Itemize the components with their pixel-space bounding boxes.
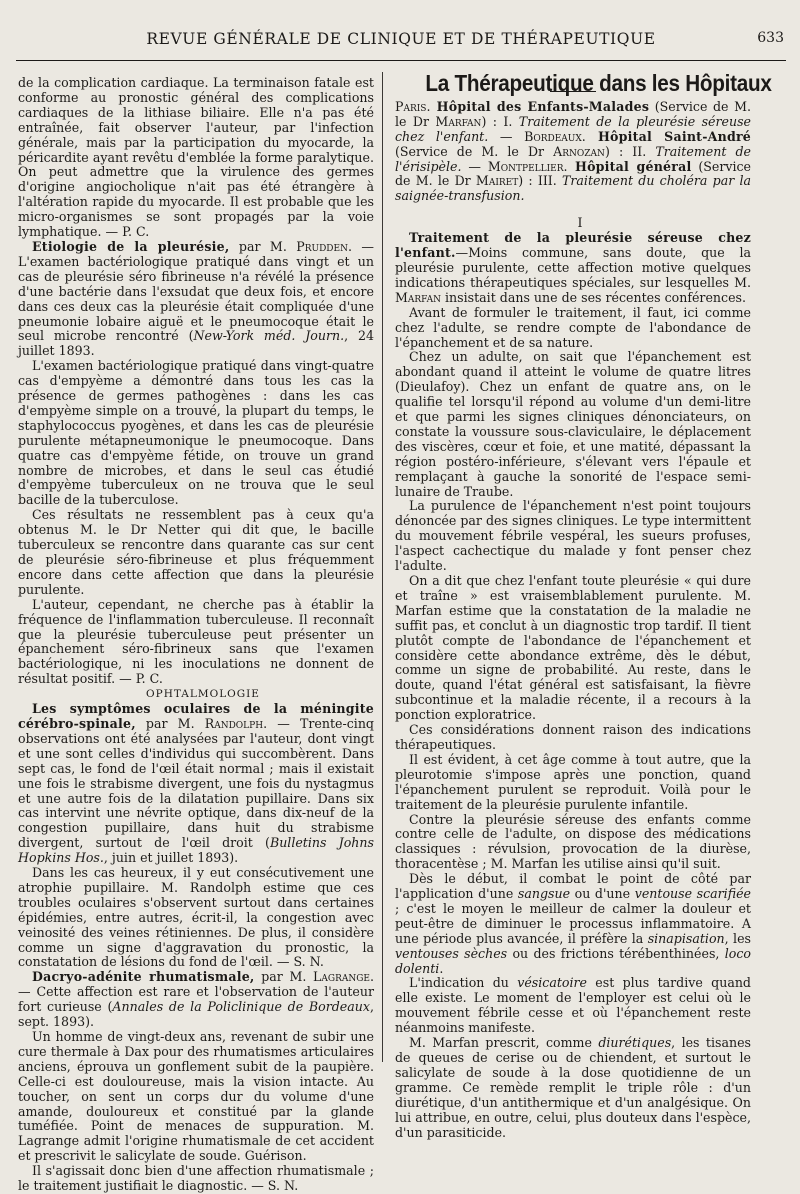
source-citation: Bulletins Johns Hopkins Hos. [18, 835, 374, 866]
paragraph-text: . — Cette affection est rare et l'observation de l'auteur fort curieuse ( [18, 969, 375, 1015]
paragraph: Ces considérations donnent raison des indications thérapeutiques. [395, 722, 751, 752]
contents-topic: Traitement de la pleurésie séreuse chez l'enfant. [395, 113, 751, 144]
header-rule [16, 60, 786, 61]
paragraph [395, 872, 751, 976]
paragraph: Il s'agissait donc bien d'une affection rhumatismale ; le traitement justifiait le diagnostic. — S. N. [18, 1163, 374, 1194]
paragraph: Il est évident, à cet âge comme à tout autre, que la pleurotomie s'impose après une ponction, quand l'épanchement purulent se reproduit. Voilà pour le traitement de la pleurésie purulente infantile. [395, 751, 751, 812]
paragraph-text: ou des frictions térébenthinées, [507, 945, 725, 961]
article-title: Etiologie de la pleurésie, [32, 238, 230, 254]
right-column [395, 70, 772, 1140]
byline: par M. [254, 969, 314, 985]
doctor-name: Mairet [475, 173, 519, 189]
contents-text: — [488, 128, 525, 144]
paragraph-text: , juin et juillet 1893). [103, 850, 239, 866]
hospital-name: Hôpital des Enfants-Malades [430, 98, 650, 114]
emphasis: sangsue [517, 886, 571, 902]
author-name: Prudden [296, 238, 348, 254]
paragraph: Contre la pleurésie séreuse des enfants comme contre celle de l'adulte, on dispose des médications classiques : révulsion, provocation de la diurèse, thoracentèse ; M. Marfan les utilise ainsi qu'il suit. [395, 811, 751, 872]
source-citation: New-York méd. Journ. [193, 328, 345, 344]
spacer [395, 204, 751, 216]
paragraph: de la complication cardiaque. La terminaison fatale est conforme au pronostic général des complications cardiaques de la lithiase biliaire. Elle n'a pas été entraînée, fait observer l'auteur, par l'infection générale, mais par la participation du myocarde, la péricardite ayant revêtu d'emblée la forme paralytique. On peut admettre que la virulence des germes d'origine angiocholique n'ait pas été étrangère à l'altération rapide du myocarde. Il est probable que les micro-organismes se sont propagés par la voie lymphatique. — P. C. [18, 75, 374, 240]
city-name: Bordeaux. [524, 128, 586, 144]
article-title: Les symptômes oculaires de la méningite cérébro-spinale, [18, 701, 374, 731]
hospital-name: Hôpital général [567, 158, 692, 174]
section-subhead: OPHTALMOLOGIE [146, 688, 260, 701]
column-divider [382, 72, 383, 1062]
paragraph-text: , les tisanes de queues de cerise ou de chiendent, et surtout le salicylate de soude à la dose quotidienne de un gramme. Ce remède remplit le triple rôle : d'un diurétique, d'un antithermique et d'un analgésique. On lui attribue, en outre, celui, plus douteux dans l'espèce, d'un parasiticide. [395, 1035, 751, 1140]
paragraph-text: , les [724, 930, 751, 946]
contents-topic: Traitement de l'érisipèle. [395, 143, 751, 174]
emphasis: loco dolenti [395, 945, 751, 976]
paragraph: Dans les cas heureux, il y eut consécutivement une atrophie pupillaire. M. Randolph estime que ces troubles oculaires s'observent surtout dans certaines épidémies, entre autres, écrit-il, la congestion avec veinosité des veines rétiniennes. De plus, il considère comme un signe d'aggravation du pronostic, la constatation de lésions du fond de l'œil. — S. N. [18, 865, 374, 970]
running-header [16, 30, 786, 54]
paragraph [395, 1036, 751, 1140]
journal-title: REVUE GÉNÉRALE DE CLINIQUE ET DE THÉRAPEUTIQUE [146, 30, 656, 48]
contents-text: (Service de M. le Dr [395, 158, 752, 189]
paragraph: Ces résultats ne ressemblent pas à ceux qu'a obtenus M. le Dr Netter qui dit que, le bacille tuberculeux se rencontre dans quarante cas sur cent de pleurésie séro-fibrineuse et plus fréquemment encore dans cette affection que dans la pleurésie purulente. [18, 507, 374, 597]
city-name: Paris. [395, 98, 431, 114]
contents-text: — [461, 158, 488, 174]
page-number: 633 [757, 30, 784, 46]
section-contents [395, 100, 751, 204]
article-title: Dacryo-adénite rhumatismale, [32, 969, 255, 985]
article-symptomes-oculaires [18, 702, 374, 866]
paragraph-text: Dès le début, il combat le point de côté par l'application d'une [395, 871, 751, 902]
article-etiologie-pleuresie [18, 240, 374, 359]
emphasis: ventouses sèches [395, 945, 508, 961]
emphasis: sinapisation [647, 930, 725, 946]
paragraph: Un homme de vingt-deux ans, revenant de subir une cure thermale à Dax pour des rhumatismes articulaires anciens, éprouva un gonflement subit de la paupière. Celle-ci est douloureuse, mais la vision intacte. Au toucher, on sent un corps dur du volume d'une amande, douloureux et constitué par la glande tuméfiée. Point de menaces de suppuration. M. Lagrange admit l'origine rhumatismale de cet accident et prescrivit le salicylate de soude. Guérison. [18, 1029, 374, 1164]
emphasis: diurétiques [598, 1035, 672, 1051]
byline: par M. [229, 238, 297, 254]
article-dacryo-adenite [18, 970, 374, 1030]
paragraph-text: M. Marfan prescrit, comme [409, 1035, 599, 1051]
paragraph-text: insistait dans une de ses récentes conférences. [441, 289, 746, 305]
source-citation: Annales de la Policlinique de Bordeaux [112, 999, 370, 1015]
part-numeral: I [577, 215, 583, 231]
emphasis: ventouse scarifiée [634, 886, 752, 902]
paragraph-text: ; c'est le moyen le meilleur de calmer la douleur et peut-être de diminuer le processus inflammatoire. A une période plus avancée, il préfère la [395, 900, 751, 946]
doctor-name: Arnozan [553, 143, 605, 159]
paragraph-text: , sept. 1893). [18, 999, 374, 1030]
article-title: Traitement de la pleurésie séreuse chez l'enfant. [395, 230, 751, 261]
paragraph-text: . [439, 960, 444, 976]
paragraph-text: L'indication du [409, 975, 518, 991]
paragraph: La purulence de l'épanchement n'est point toujours dénoncée par des signes cliniques. Le type intermittent du mouvement fébrile vespéral, les sueurs profuses, l'aspect cachectique du malade y font penser chez l'adulte. [395, 498, 751, 574]
article-pleuresie-enfant [395, 231, 751, 306]
author-name: Marfan [395, 289, 442, 305]
contents-text: ) : II. [604, 143, 656, 159]
paragraph-text: —Moins commune, sans doute, que la pleurésie purulente, cette affection motive quelques indications thérapeutiques spéciales, sur lesquelles M. [395, 245, 751, 290]
author-name: Randolph [204, 715, 264, 731]
paragraph: Avant de formuler le traitement, il faut, ici comme chez l'adulte, se rendre compte de l'abondance de l'épanchement et de sa nature. [395, 304, 751, 350]
contents-text: (Service de M. le Dr [395, 143, 554, 159]
paragraph: Chez un adulte, on sait que l'épanchement est abondant quand il atteint le volume de quatre litres (Dieulafoy). Chez un enfant de quatre ans, on le qualifie tel lorsqu'il répond au volume d'un demi-litre et que parmi les signes cliniques dénonciateurs, on constate la voussure sous-claviculaire, le déplacement des viscères, cœur et foie, et une matité, dépassant la région postéro-inférieure, s'élevant vers l'épaule et remplaçant à gauche la sonorité de l'espace semi-lunaire de Traube. [395, 349, 751, 499]
section-title: La Thérapeutique dans les Hôpitaux [425, 70, 772, 96]
hospital-name: Hôpital Saint-André [585, 128, 751, 144]
byline: par M. [135, 715, 205, 731]
left-column [18, 76, 374, 1194]
author-name: Lagrange [313, 969, 370, 985]
paragraph-text: est plus tardive quand elle existe. Le moment de l'employer est celui où le mouvement fébrile cesse et où l'épanchement reste néanmoins manifeste. [395, 975, 751, 1036]
contents-text: ) : III. [518, 173, 562, 189]
paragraph-text: . — L'examen bactériologique pratiqué dans vingt et un cas de pleurésie séro fibrineuse n'a révélé la présence d'une bactérie dans l'exsudat que deux fois, et encore dans ces deux cas la pleurésie était compliquée d'une pneumonie lobaire aiguë et le pneumocoque était le seul microbe rencontré ( [18, 238, 374, 344]
paragraph-text: , 24 juillet 1893. [18, 328, 374, 359]
paragraph-text: . — Trente-cinq observations ont été analysées par l'auteur, dont vingt et une sont celles d'individus qui succombèrent. Dans sept cas, le fond de l'œil était normal ; mais il existait une fois le strabisme divergent, une fois du nystagmus et une autre fois de la dilatation pupillaire. Dans six cas intervint une névrite optique, dans dix-neuf de la congestion pupillaire, dans huit du strabisme divergent, surtout de l'œil droit ( [18, 715, 374, 851]
emphasis: vésicatoire [517, 975, 587, 991]
contents-topic: Traitement du choléra par la saignée-transfusion. [395, 173, 751, 204]
paragraph: On a dit que chez l'enfant toute pleurésie « qui dure et traîne » est vraisemblablement purulente. M. Marfan estime que la constatation de la maladie ne suffit pas, et conclut à un diagnostic trop tardif. Il tient plutôt compte de l'abondance de l'épanchement et considère cette abondance extrême, dès le début, comme un signe de probabilité. Au reste, dans le doute, quand l'état général est satisfaisant, la fièvre subcontinue et la maladie récente, il a recours à la ponction exploratrice. [395, 573, 751, 723]
doctor-name: Marfan [435, 113, 482, 129]
city-name: Montpellier. [487, 158, 568, 174]
paragraph: L'auteur, cependant, ne cherche pas à établir la fréquence de l'inflammation tuberculeuse. Il reconnaît que la pleurésie tuberculeuse peut présenter un épanchement séro-fibrineux sans que l'examen bactériologique, ni les inoculations ne donnent de résultat positif. — P. C. [18, 596, 374, 687]
paragraph-text: ou d'une [570, 886, 635, 902]
paragraph [395, 976, 751, 1036]
contents-text: (Service de M. le Dr [395, 98, 751, 129]
contents-text: ) : I. [481, 113, 519, 129]
paragraph: L'examen bactériologique pratiqué dans vingt-quatre cas d'empyème a démontré dans tous les cas la présence de germes pathogènes : dans les cas d'empyème simple on a trouvé, la plupart du temps, le staphylococcus pyogènes, et dans les cas de pleurésie purulente métapneumonique le pneumocoque. Dans quatre cas d'empyème fétide, on trouve un grand nombre de microbes, et dans le seul cas étudié d'empyème tuberculeux on ne trouva que le seul bacille de la tuberculose. [18, 358, 374, 508]
